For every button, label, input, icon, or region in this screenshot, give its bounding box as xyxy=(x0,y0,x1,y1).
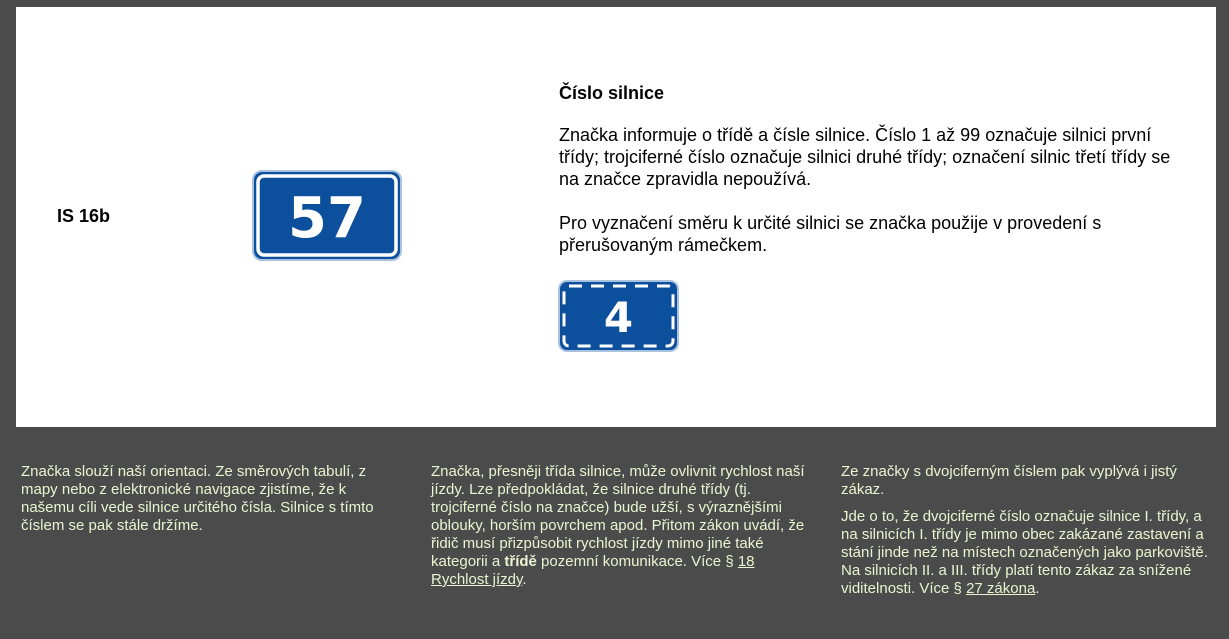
note-2-bold-word: třídě xyxy=(504,553,537,570)
note-2-paragraph xyxy=(431,463,811,589)
sign-4-number: 4 xyxy=(603,293,634,342)
note-2-text: Značka, přesněji třída silnice, může ovlivnit rychlost naší jízdy. Lze předpokládat, že silnice druhé třídy (tj. trojciferné číslo na značce) bude užší, s výraznějšími oblouky, horším povrchem apod. Přitom zákon uvádí, že řidič musí přizpůsobit rychlost jízdy mimo jiné také kategorii a xyxy=(431,463,805,570)
description-paragraph-1: Značka informuje o třídě a čísle silnice. Číslo 1 až 99 označuje silnici první třídy; trojciferné číslo označuje silnici druhé třídy; označení silnic třetí třídy se na značce zpravidla nepoužívá. xyxy=(559,125,1171,189)
note-2-end: . xyxy=(522,571,527,588)
description-title: Číslo silnice xyxy=(559,83,665,103)
note-2-text-after: pozemní komunikace. Více § xyxy=(536,553,738,570)
note-3-text: Jde o to, že dvojciferné číslo označuje silnice I. třídy, a na silnicích I. třídy je mimo obec zakázané zastavení a stání jinde než na místech označených jako parkoviště. Na silnicích II. a III. třídy platí tento zákaz za snížené viditelnosti. Více § xyxy=(841,508,1208,597)
note-column-1 xyxy=(21,463,396,544)
description xyxy=(559,83,1179,278)
link-27-zakona[interactable]: 27 zákona xyxy=(966,580,1036,597)
sign-57-number: 57 xyxy=(288,186,366,251)
note-3-paragraph-1: Ze značky s dvojciferným číslem pak vyplývá i jistý zákaz. xyxy=(841,463,1177,498)
note-3-paragraph-2 xyxy=(841,508,1216,598)
note-column-2 xyxy=(431,463,811,598)
note-1-text: Značka slouží naší orientaci. Ze směrových tabulí, z mapy nebo z elektronické navigace zjistíme, že k našemu cíli vede silnice určitého čísla. Silnice s tímto číslem se pak stále držíme. xyxy=(21,463,374,534)
note-column-3 xyxy=(841,463,1216,607)
sign-panel xyxy=(16,7,1216,427)
link-rychlost-jizdy[interactable]: 18 Rychlost jízdy xyxy=(431,553,755,588)
description-paragraph-2: Pro vyznačení směru k určité silnici se značka použije v provedení s přerušovaným rámečkem. xyxy=(559,213,1102,255)
road-number-sign-4-dashed xyxy=(558,280,679,352)
note-3-end: . xyxy=(1035,580,1040,597)
sign-code: IS 16b xyxy=(57,206,111,226)
road-number-sign-57 xyxy=(252,170,402,261)
